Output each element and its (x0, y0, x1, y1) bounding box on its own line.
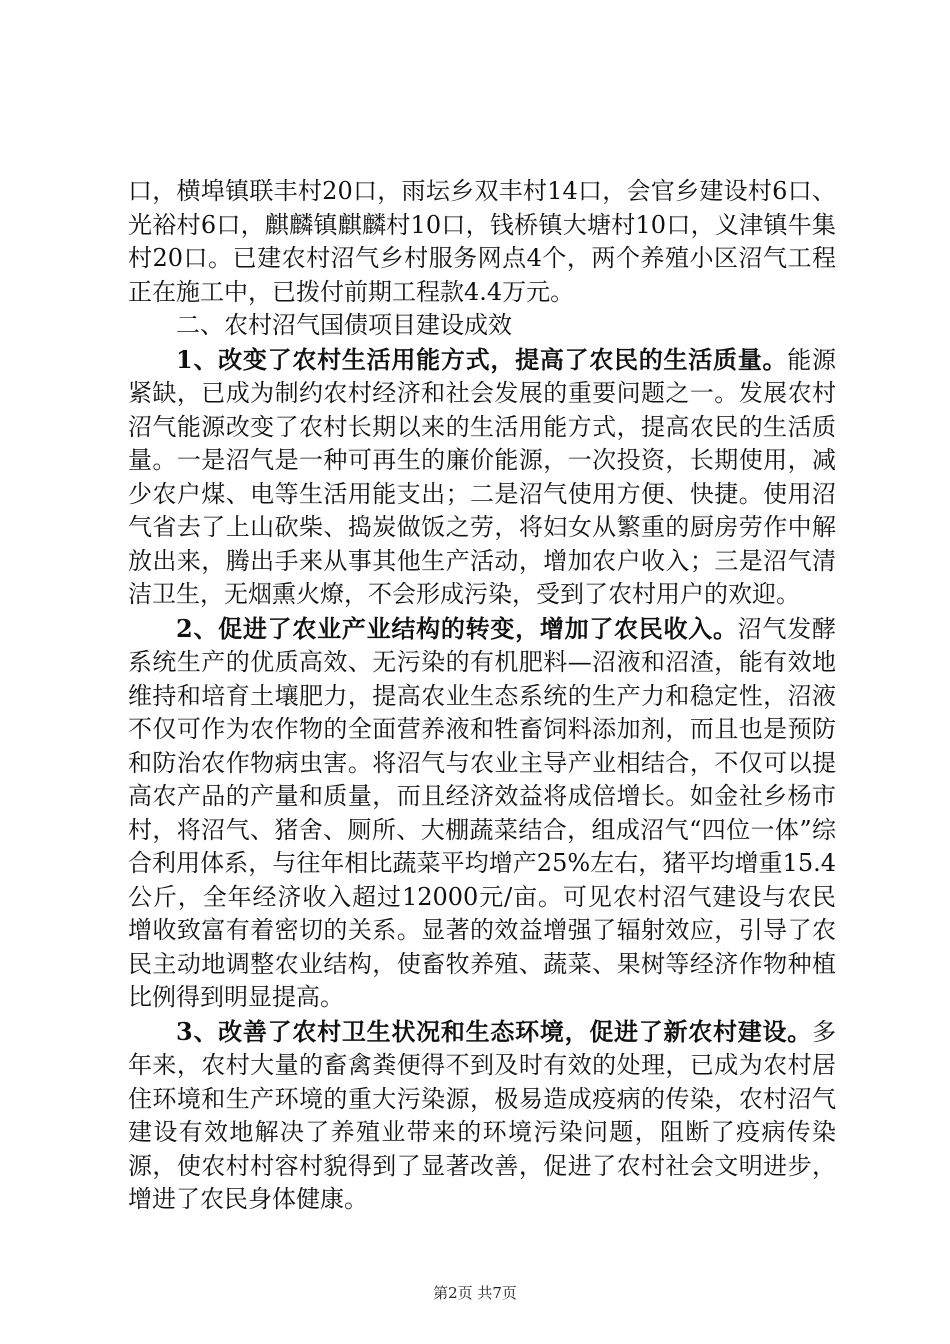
section-heading: 二、农村沼气国债项目建设成效 (176, 311, 512, 339)
item-title-1: 1、改变了农村生活用能方式，提高了农民的生活质量。 (176, 344, 788, 374)
intro-paragraph: 口，横埠镇联丰村20口，雨坛乡双丰村14口，会官乡建设村6口、光裕村6口，麒麟镇麒麟村10口，钱桥镇大塘村10口，义津镇牛集村20口。已建农村沼气乡村服务网点4个，两个养殖小区沼气工程正在施工中，已拨付前期工程款4.4万元。 (128, 177, 836, 306)
item-paragraph-3 (128, 1015, 836, 1217)
item-paragraph-1 (128, 343, 836, 612)
item-title-3: 3、改善了农村卫生状况和生态环境，促进了新农村建设。 (176, 1016, 812, 1046)
document-body (128, 175, 836, 1217)
item-title-2: 2、促进了农业产业结构的转变，增加了农民收入。 (176, 613, 738, 643)
page-footer: 第2页 共7页 (433, 1284, 517, 1302)
item-paragraph-2 (128, 612, 836, 1015)
item-body-3: 多年来，农村大量的畜禽粪便得不到及时有效的处理，已成为农村居住环境和生产环境的重大污染源，极易造成疫病的传染，农村沼气建设有效地解决了养殖业带来的环境污染问题，阻断了疫病传染源，使农村村容村貌得到了显著改善，促进了农村社会文明进步，增进了农民身体健康。 (128, 1017, 836, 1213)
item-body-1: 能源紧缺，已成为制约农村经济和社会发展的重要问题之一。发展农村沼气能源改变了农村长期以来的生活用能方式，提高农民的生活质量。一是沼气是一种可再生的廉价能源，一次投资，长期使用，减少农户煤、电等生活用能支出；二是沼气使用方便、快捷。使用沼气省去了上山砍柴、捣炭做饭之劳，将妇女从繁重的厨房劳作中解放出来，腾出手来从事其他生产活动，增加农户收入；三是沼气清洁卫生，无烟熏火燎，不会形成污染，受到了农村用户的欢迎。 (128, 345, 837, 608)
item-body-2: 沼气发酵系统生产的优质高效、无污染的有机肥料—沼液和沼渣，能有效地维持和培育土壤肥力，提高农业生态系统的生产力和稳定性，沼液不仅可作为农作物的全面营养液和牲畜饲料添加剂，而且也是预防和防治农作物病虫害。将沼气与农业主导产业相结合，不仅可以提高农产品的产量和质量，而且经济效益将成倍增长。如金社乡杨市村，将沼气、猪舍、厕所、大棚蔬菜结合，组成沼气“四位一体”综合利用体系，与往年相比蔬菜平均增产25%左右，猪平均增重15.4公斤，全年经济收入超过12000元/亩。可见农村沼气建设与农民增收致富有着密切的关系。显著的效益增强了辐射效应，引导了农民主动地调整农业结构，使畜牧养殖、蔬菜、果树等经济作物种植比例得到明显提高。 (128, 614, 837, 1011)
